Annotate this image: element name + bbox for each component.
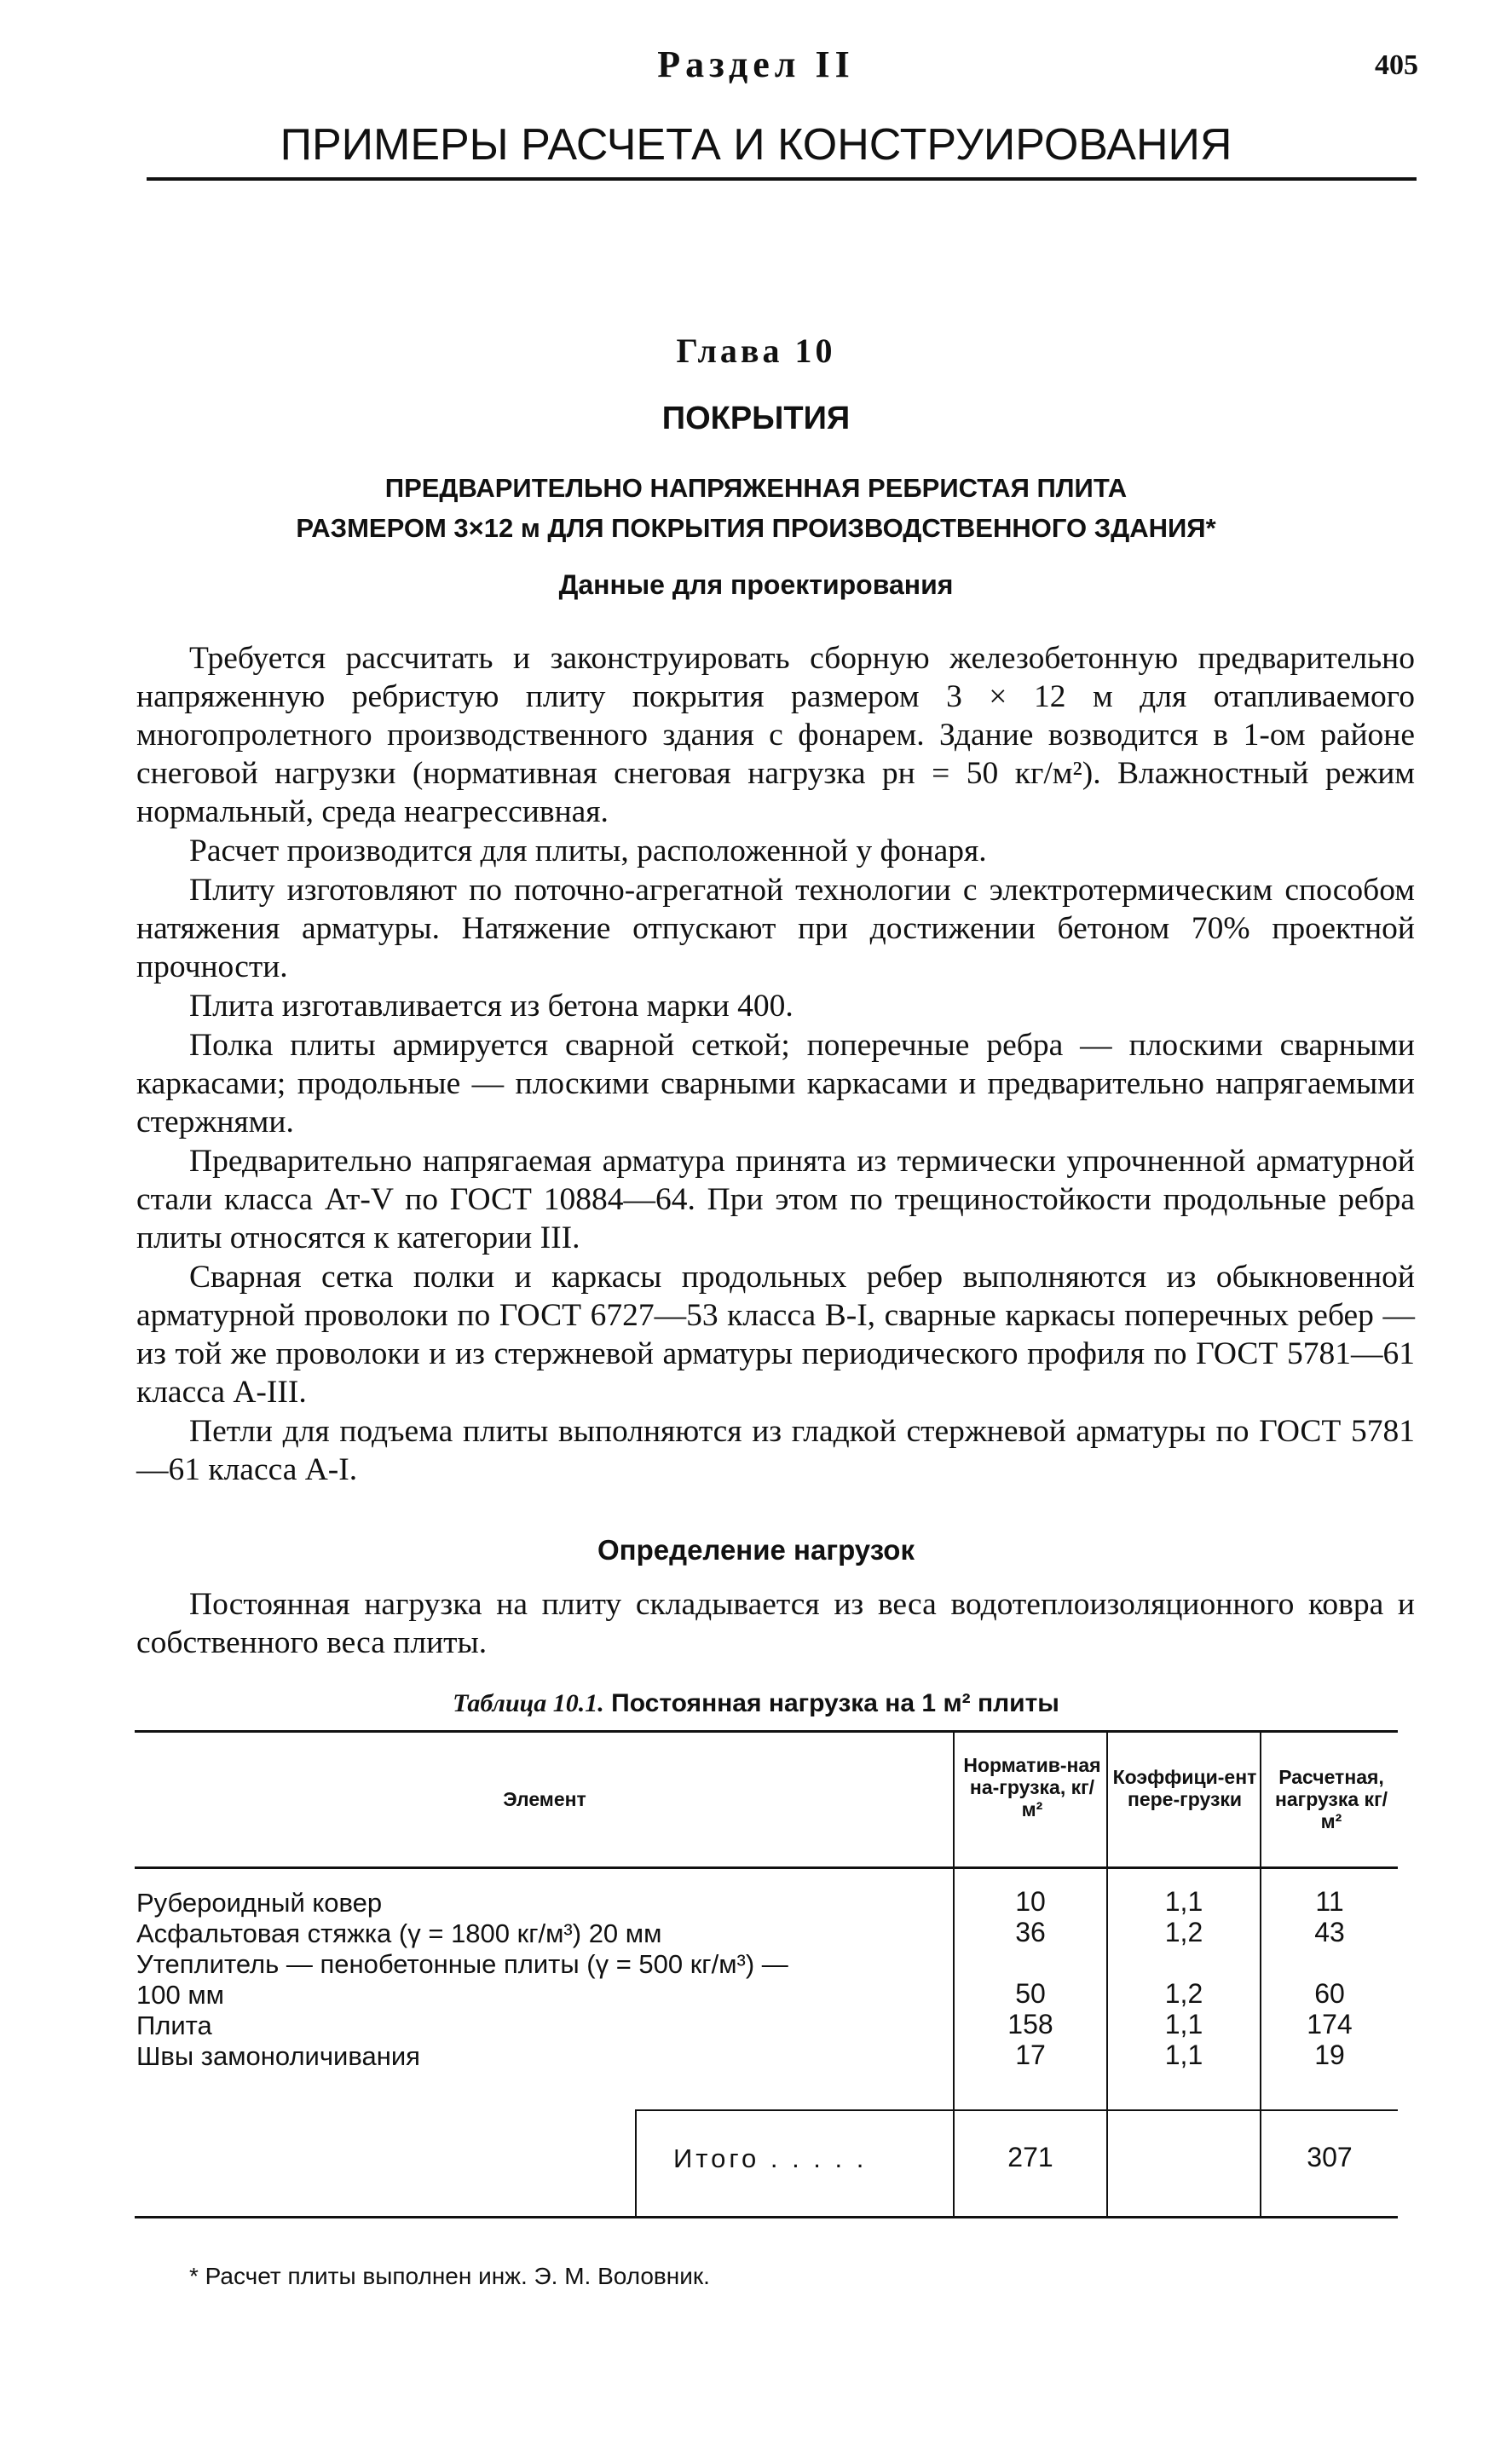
table-row-coefficient: 1,2 bbox=[1164, 1917, 1203, 1947]
chapter-label: Глава 10 bbox=[676, 332, 836, 370]
table-total-label: Итого . . . . . bbox=[673, 2143, 868, 2173]
table-row-element-continued: 100 мм bbox=[136, 1980, 224, 2010]
table-row-coefficient: 1,1 bbox=[1164, 2009, 1203, 2039]
paragraph: Расчет производится для плиты, расположенной у фонаря. bbox=[189, 834, 987, 868]
table-row-element: Плита bbox=[136, 2011, 212, 2040]
paragraph: Требуется рассчитать и законструировать сборную железобетонную предварительно напряженную ребристую плиту покрытия размером 3 × 12 м для отапливаемого многопролетного производственного здания с фонарем. Здание возводится в 1-ом районе снеговой нагрузки (нормативная снеговая нагрузка pн = 50 кг/м²). Влажностный режим нормальный, среда неагрессивная. bbox=[136, 641, 1415, 829]
paragraph: Плита изготавливается из бетона марки 400. bbox=[189, 989, 794, 1024]
table-row-design: 11 bbox=[1315, 1886, 1344, 1917]
table-row-design: 43 bbox=[1314, 1917, 1345, 1947]
table-row-design: 174 bbox=[1307, 2009, 1353, 2039]
table-row-coefficient: 1,1 bbox=[1164, 2039, 1203, 2070]
table-header-design: Расчетная, нагрузка кг/м² bbox=[1274, 1766, 1388, 1832]
table-row-element: Утеплитель — пенобетонные плиты (γ = 500 кг/м³) — bbox=[136, 1949, 788, 1979]
paragraph: Петли для подъема плиты выполняются из гладкой стержневой арматуры по ГОСТ 5781—61 класса А-I. bbox=[136, 1414, 1415, 1487]
table-caption-text: Постоянная нагрузка на 1 м² плиты bbox=[611, 1689, 1059, 1717]
paragraph: Полка плиты армируется сварной сеткой; поперечные ребра — плоскими сварными каркасами; продольные — плоскими сварными каркасами и предварительно напрягаемыми стержнями. bbox=[136, 1028, 1415, 1139]
table-header-coefficient: Коэффици-ент пере-грузки bbox=[1112, 1766, 1257, 1810]
chapter-subtitle-line-2: РАЗМЕРОМ 3×12 м ДЛЯ ПОКРЫТИЯ ПРОИЗВОДСТВЕННОГО ЗДАНИЯ* bbox=[296, 513, 1216, 543]
table-total-left-border bbox=[635, 2109, 637, 2216]
design-data-heading: Данные для проектирования bbox=[558, 569, 954, 600]
chapter-subtitle-line-1: ПРЕДВАРИТЕЛЬНО НАПРЯЖЕННАЯ РЕБРИСТАЯ ПЛИТА bbox=[384, 473, 1128, 503]
paragraph: Плиту изготовляют по поточно-агрегатной технологии с электротермическим способом натяжения арматуры. Натяжение отпускают при достижении бетоном 70% проектной прочности. bbox=[136, 873, 1415, 984]
table-row-element: Асфальтовая стяжка (γ = 1800 кг/м³) 20 мм bbox=[136, 1918, 662, 1948]
table-row-coefficient: 1,1 bbox=[1164, 1886, 1203, 1917]
loads-heading: Определение нагрузок bbox=[597, 1534, 915, 1566]
section-label: Раздел II bbox=[657, 43, 855, 85]
table-row-element: Швы замоноличивания bbox=[136, 2041, 420, 2071]
loads-text bbox=[136, 1585, 1415, 1663]
table-row-coefficient: 1,2 bbox=[1164, 1978, 1203, 2009]
paragraph: Предварительно напрягаемая арматура принята из термически упрочненной арматурной стали класса Ат-V по ГОСТ 10884—64. При этом по трещиностойкости продольные ребра плиты относятся к категории III. bbox=[136, 1144, 1415, 1255]
table-column-divider bbox=[1106, 1732, 1108, 2216]
table-header-rule bbox=[135, 1866, 1398, 1869]
paragraph: Сварная сетка полки и каркасы продольных ребер выполняются из обыкновенной арматурной проволоки по ГОСТ 6727—53 класса В-I, сварные каркасы поперечных ребер — из той же проволоки и из стержневой арматуры периодического профиля по ГОСТ 5781—61 класса А-III. bbox=[136, 1260, 1415, 1410]
table-row-normative: 50 bbox=[1015, 1978, 1046, 2009]
paragraph: Постоянная нагрузка на плиту складывается из веса водотеплоизоляционного ковра и собственного веса плиты. bbox=[136, 1587, 1415, 1660]
table-caption-label: Таблица 10.1. bbox=[453, 1689, 604, 1717]
table-caption bbox=[0, 1689, 1512, 1718]
design-data-text bbox=[136, 639, 1415, 1490]
table-row-design: 19 bbox=[1314, 2039, 1345, 2070]
chapter-title: ПОКРЫТИЯ bbox=[661, 401, 851, 436]
table-row-normative: 36 bbox=[1015, 1917, 1046, 1947]
table-top-rule bbox=[135, 1730, 1398, 1733]
table-total-design: 307 bbox=[1307, 2142, 1353, 2172]
page-number: 405 bbox=[1375, 49, 1418, 81]
table-bottom-rule bbox=[135, 2216, 1398, 2218]
footnote: * Расчет плиты выполнен инж. Э. М. Воловник. bbox=[189, 2263, 710, 2289]
table-row-design: 60 bbox=[1314, 1978, 1345, 2009]
table-row-element: Рубероидный ковер bbox=[136, 1888, 383, 1918]
section-title: ПРИМЕРЫ РАСЧЕТА И КОНСТРУИРОВАНИЯ bbox=[280, 120, 1232, 170]
table-row-normative: 158 bbox=[1007, 2009, 1053, 2039]
table-total-rule bbox=[635, 2109, 1398, 2111]
table-header-element: Элемент bbox=[503, 1788, 586, 1810]
header-rule bbox=[147, 177, 1417, 181]
table-header-normative: Норматив-ная на-грузка, кг/м² bbox=[963, 1754, 1101, 1820]
table-total-normative: 271 bbox=[1007, 2142, 1053, 2172]
table-row-normative: 10 bbox=[1015, 1886, 1046, 1917]
table-row-normative: 17 bbox=[1015, 2039, 1046, 2070]
